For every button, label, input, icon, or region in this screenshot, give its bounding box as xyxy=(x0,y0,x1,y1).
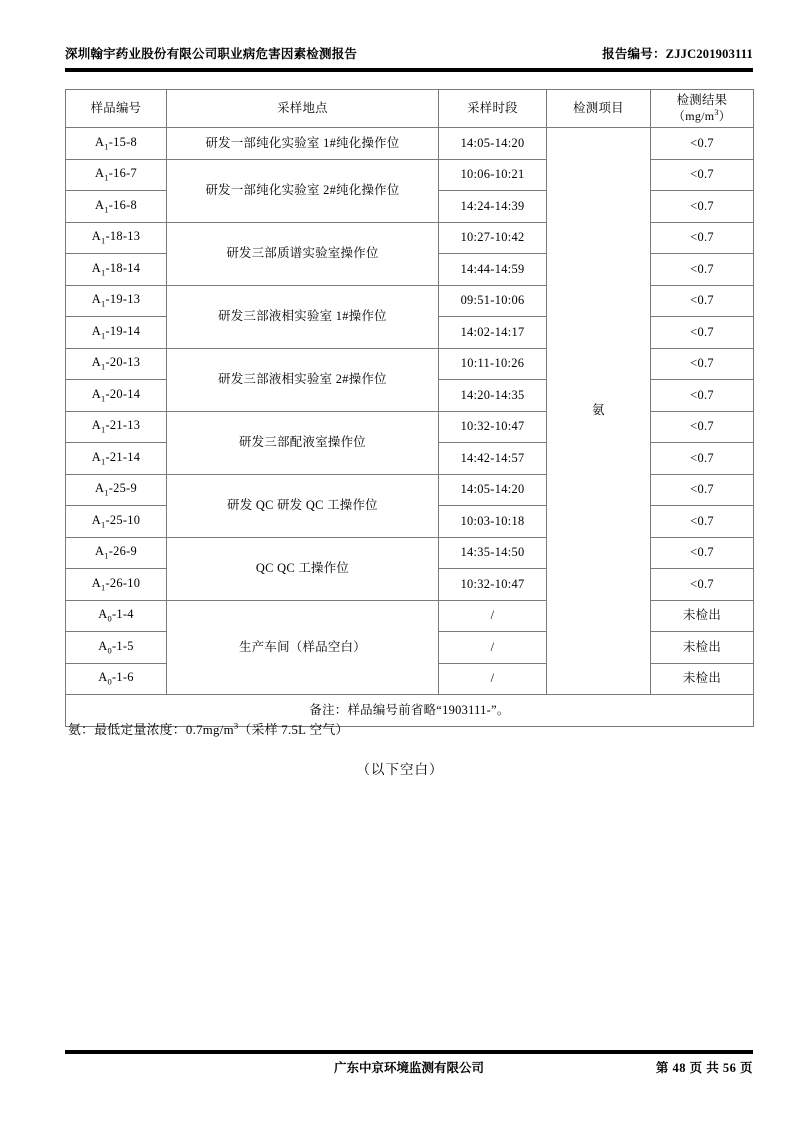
cell-sample-id: $A_1-16-8$ xyxy=(66,191,167,223)
cell-sample-id: $A_1-21-14$ xyxy=(66,443,167,475)
cell-period: / xyxy=(439,663,547,695)
report-number: 报告编号：ZJJC201903111 xyxy=(602,47,753,61)
cell-location: 生产车间（样品空白） xyxy=(167,600,439,695)
cell-result: 未检出 xyxy=(651,663,754,695)
table-header-row xyxy=(66,90,754,128)
cell-location: 研发一部纯化实验室 1#纯化操作位 xyxy=(167,128,439,160)
cell-sample-id: $A_1-18-14$ xyxy=(66,254,167,286)
cell-result: <0.7 xyxy=(651,380,754,412)
cell-period: 14:05-14:20 xyxy=(439,128,547,160)
cell-result: <0.7 xyxy=(651,443,754,475)
cell-result: <0.7 xyxy=(651,159,754,191)
results-table xyxy=(65,89,754,727)
cell-period: 10:03-10:18 xyxy=(439,506,547,538)
cell-sample-id: $A_1-19-14$ xyxy=(66,317,167,349)
cell-location: 研发 QC 研发 QC 工操作位 xyxy=(167,474,439,537)
table-body xyxy=(66,128,754,727)
cell-location: 研发三部液相实验室 2#操作位 xyxy=(167,348,439,411)
column-header-result xyxy=(651,90,754,128)
cell-sample-id: $A_1-20-13$ xyxy=(66,348,167,380)
cell-location: 研发三部液相实验室 1#操作位 xyxy=(167,285,439,348)
cell-period: 14:42-14:57 xyxy=(439,443,547,475)
cell-location: 研发三部质谱实验室操作位 xyxy=(167,222,439,285)
column-header-result-line1: 检测结果 xyxy=(676,92,728,107)
cell-sample-id: $A_1-16-7$ xyxy=(66,159,167,191)
cell-period: 10:32-10:47 xyxy=(439,411,547,443)
cell-period: 14:02-14:17 xyxy=(439,317,547,349)
document-header xyxy=(65,44,753,62)
cell-sample-id: $A_1-26-10$ xyxy=(66,569,167,601)
cell-result: <0.7 xyxy=(651,348,754,380)
cell-period: 14:35-14:50 xyxy=(439,537,547,569)
column-header-item: 检测项目 xyxy=(547,90,651,128)
cell-period: / xyxy=(439,632,547,664)
column-header-sample-id: 样品编号 xyxy=(66,90,167,128)
cell-sample-id: $A_1-19-13$ xyxy=(66,285,167,317)
cell-result: <0.7 xyxy=(651,317,754,349)
table-row xyxy=(66,348,754,380)
cell-period: 10:06-10:21 xyxy=(439,159,547,191)
cell-period: 10:32-10:47 xyxy=(439,569,547,601)
cell-result: <0.7 xyxy=(651,285,754,317)
cell-location: 研发一部纯化实验室 2#纯化操作位 xyxy=(167,159,439,222)
cell-sample-id: $A_1-15-8$ xyxy=(66,128,167,160)
blank-below-marker: （以下空白） xyxy=(356,762,444,777)
cell-sample-id: $A_1-26-9$ xyxy=(66,537,167,569)
cell-detection-item: 氨 xyxy=(547,128,651,695)
cell-location: QC QC 工操作位 xyxy=(167,537,439,600)
cell-result: <0.7 xyxy=(651,537,754,569)
cell-result: <0.7 xyxy=(651,411,754,443)
cell-location: 研发三部配液室操作位 xyxy=(167,411,439,474)
cell-period: 14:24-14:39 xyxy=(439,191,547,223)
cell-period: 14:05-14:20 xyxy=(439,474,547,506)
document-footer xyxy=(65,1058,753,1080)
cell-result: <0.7 xyxy=(651,254,754,286)
column-header-period: 采样时段 xyxy=(439,90,547,128)
cell-result: <0.7 xyxy=(651,569,754,601)
cell-period: 14:20-14:35 xyxy=(439,380,547,412)
cell-sample-id: $A_0-1-5$ xyxy=(66,632,167,664)
table-row xyxy=(66,128,754,160)
cell-sample-id: $A_0-1-6$ xyxy=(66,663,167,695)
cell-result: <0.7 xyxy=(651,474,754,506)
footer-page-number: 第 48 页 共 56 页 xyxy=(655,1061,753,1075)
cell-period: 09:51-10:06 xyxy=(439,285,547,317)
column-header-result-unit: $(mg/m^3)$ xyxy=(672,108,732,124)
cell-result: <0.7 xyxy=(651,191,754,223)
cell-period: 10:27-10:42 xyxy=(439,222,547,254)
detection-limit-note: 氨：最低定量浓度：$0.7mg/m^3$（采样 7.5L 空气） xyxy=(68,720,349,737)
table-row xyxy=(66,411,754,443)
cell-result: <0.7 xyxy=(651,506,754,538)
cell-sample-id: $A_1-25-9$ xyxy=(66,474,167,506)
table-row xyxy=(66,222,754,254)
cell-period: 10:11-10:26 xyxy=(439,348,547,380)
cell-sample-id: $A_0-1-4$ xyxy=(66,600,167,632)
cell-result: 未检出 xyxy=(651,632,754,664)
footer-company-name: 广东中京环境监测有限公司 xyxy=(333,1061,484,1075)
cell-period: / xyxy=(439,600,547,632)
cell-sample-id: $A_1-25-10$ xyxy=(66,506,167,538)
cell-result: 未检出 xyxy=(651,600,754,632)
table-row xyxy=(66,159,754,191)
table-row xyxy=(66,474,754,506)
cell-sample-id: $A_1-18-13$ xyxy=(66,222,167,254)
cell-sample-id: $A_1-20-14$ xyxy=(66,380,167,412)
cell-period: 14:44-14:59 xyxy=(439,254,547,286)
cell-result: <0.7 xyxy=(651,222,754,254)
footer-divider xyxy=(65,1050,753,1054)
header-divider xyxy=(65,68,753,72)
table-row xyxy=(66,537,754,569)
cell-remark: 备注：样品编号前省略“1903111-”。 xyxy=(66,695,754,727)
table-row xyxy=(66,600,754,632)
cell-sample-id: $A_1-21-13$ xyxy=(66,411,167,443)
results-table-container xyxy=(65,89,753,727)
column-header-location: 采样地点 xyxy=(167,90,439,128)
report-title: 深圳翰宇药业股份有限公司职业病危害因素检测报告 xyxy=(65,47,358,61)
table-row xyxy=(66,285,754,317)
cell-result: <0.7 xyxy=(651,128,754,160)
